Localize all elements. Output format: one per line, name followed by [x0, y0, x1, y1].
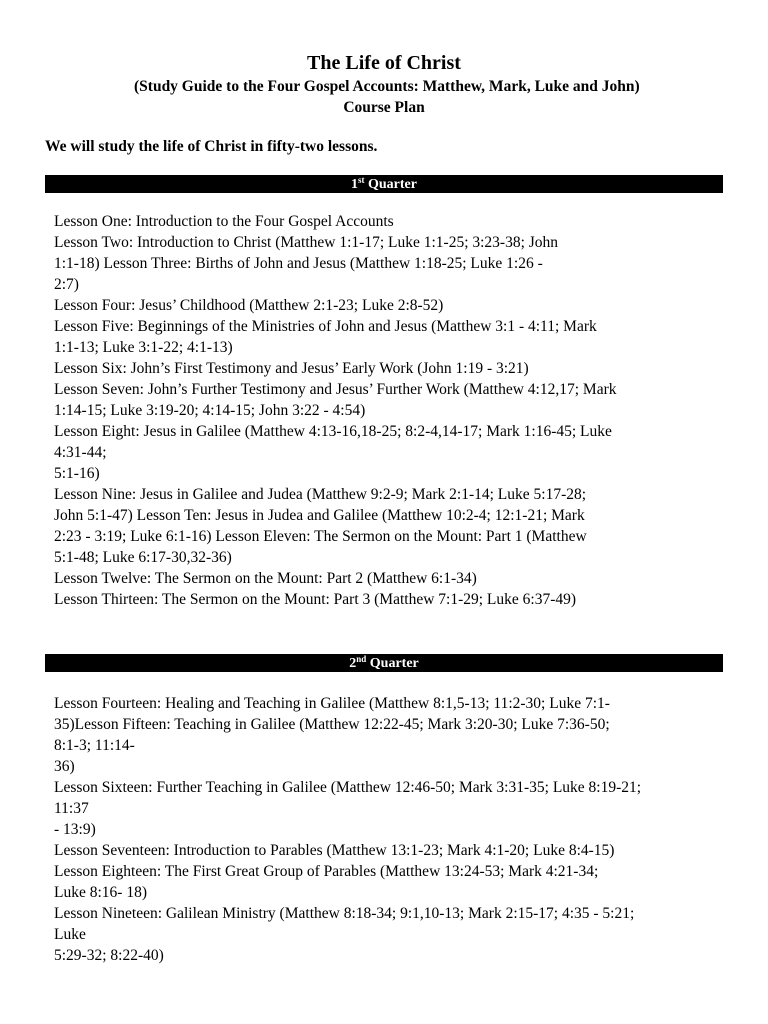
lesson-line: Lesson Seven: John’s Further Testimony and Jesus’ Further Work (Matthew 4:12,17; Mark [54, 381, 617, 398]
document-title: The Life of Christ [307, 52, 461, 74]
lesson-line: Lesson Thirteen: The Sermon on the Mount: Part 3 (Matthew 7:1-29; Luke 6:37-49) [54, 591, 577, 608]
lesson-line: 2:23 - 3:19; Luke 6:1-16) Lesson Eleven: The Sermon on the Mount: Part 1 (Matthew [54, 528, 587, 545]
lesson-line: Lesson Nine: Jesus in Galilee and Judea (Matthew 9:2-9; Mark 2:1-14; Luke 5:17-28; [54, 486, 587, 503]
lesson-line: Lesson Six: John’s First Testimony and Jesus’ Early Work (John 1:19 - 3:21) [54, 360, 529, 377]
lesson-line: 4:31-44; [54, 444, 107, 461]
lesson-line: Lesson Five: Beginnings of the Ministries of John and Jesus (Matthew 3:1 - 4:11; Mark [54, 318, 597, 335]
lesson-line: Lesson Four: Jesus’ Childhood (Matthew 2:1-23; Luke 2:8-52) [54, 297, 444, 314]
quarter-2-header [45, 654, 723, 672]
course-plan-heading: Course Plan [343, 99, 425, 116]
lesson-line: Lesson Two: Introduction to Christ (Matthew 1:1-17; Luke 1:1-25; 3:23-38; John [54, 234, 559, 251]
quarter-2-number: 2 [349, 656, 357, 671]
quarter-1-header [45, 175, 723, 193]
document-subtitle: (Study Guide to the Four Gospel Accounts: Matthew, Mark, Luke and John) [134, 78, 640, 95]
quarter-2-suffix: nd [356, 654, 367, 664]
lesson-line: Lesson Twelve: The Sermon on the Mount: Part 2 (Matthew 6:1-34) [54, 570, 477, 587]
intro-text: We will study the life of Christ in fifty-two lessons. [45, 138, 378, 155]
lesson-line: Luke [54, 926, 86, 943]
lesson-line: 2:7) [54, 276, 79, 293]
lesson-line: Lesson Eighteen: The First Great Group of Parables (Matthew 13:24-53; Mark 4:21-34; [54, 863, 599, 880]
lesson-line: Lesson Sixteen: Further Teaching in Galilee (Matthew 12:46-50; Mark 3:31-35; Luke 8:19-21; [54, 779, 642, 796]
lesson-line: - 13:9) [54, 821, 96, 838]
lesson-line: Lesson Fourteen: Healing and Teaching in Galilee (Matthew 8:1,5-13; 11:2-30; Luke 7:1- [54, 695, 610, 712]
lesson-line: 8:1-3; 11:14- [54, 737, 135, 754]
lesson-line: 11:37 [54, 800, 89, 817]
lesson-line: 5:1-48; Luke 6:17-30,32-36) [54, 549, 232, 566]
quarter-1-number: 1 [351, 177, 358, 192]
lesson-line: Lesson Eight: Jesus in Galilee (Matthew 4:13-16,18-25; 8:2-4,14-17; Mark 1:16-45; Luke [54, 423, 612, 440]
lesson-line: 1:14-15; Luke 3:19-20; 4:14-15; John 3:22 - 4:54) [54, 402, 366, 419]
lesson-line: Lesson Seventeen: Introduction to Parables (Matthew 13:1-23; Mark 4:1-20; Luke 8:4-15) [54, 842, 615, 859]
lesson-line: 36) [54, 758, 75, 775]
lesson-line: Lesson Nineteen: Galilean Ministry (Matthew 8:18-34; 9:1,10-13; Mark 2:15-17; 4:35 - 5:21; [54, 905, 635, 922]
lesson-line: 1:1-13; Luke 3:1-22; 4:1-13) [54, 339, 233, 356]
quarter-1-lessons [54, 211, 734, 610]
quarter-1-label: Quarter [364, 177, 417, 192]
lesson-line: 1:1-18) Lesson Three: Births of John and Jesus (Matthew 1:18-25; Luke 1:26 - [54, 255, 543, 272]
quarter-1-suffix: st [358, 175, 365, 185]
lesson-line: 5:29-32; 8:22-40) [54, 947, 164, 964]
lesson-line: 35)Lesson Fifteen: Teaching in Galilee (Matthew 12:22-45; Mark 3:20-30; Luke 7:36-50; [54, 716, 610, 733]
lesson-line: Lesson One: Introduction to the Four Gospel Accounts [54, 213, 394, 230]
lesson-line: 5:1-16) [54, 465, 100, 482]
lesson-line: Luke 8:16- 18) [54, 884, 147, 901]
quarter-2-lessons [54, 693, 734, 966]
lesson-line: John 5:1-47) Lesson Ten: Jesus in Judea and Galilee (Matthew 10:2-4; 12:1-21; Mark [54, 507, 585, 524]
quarter-2-label: Quarter [366, 656, 419, 671]
